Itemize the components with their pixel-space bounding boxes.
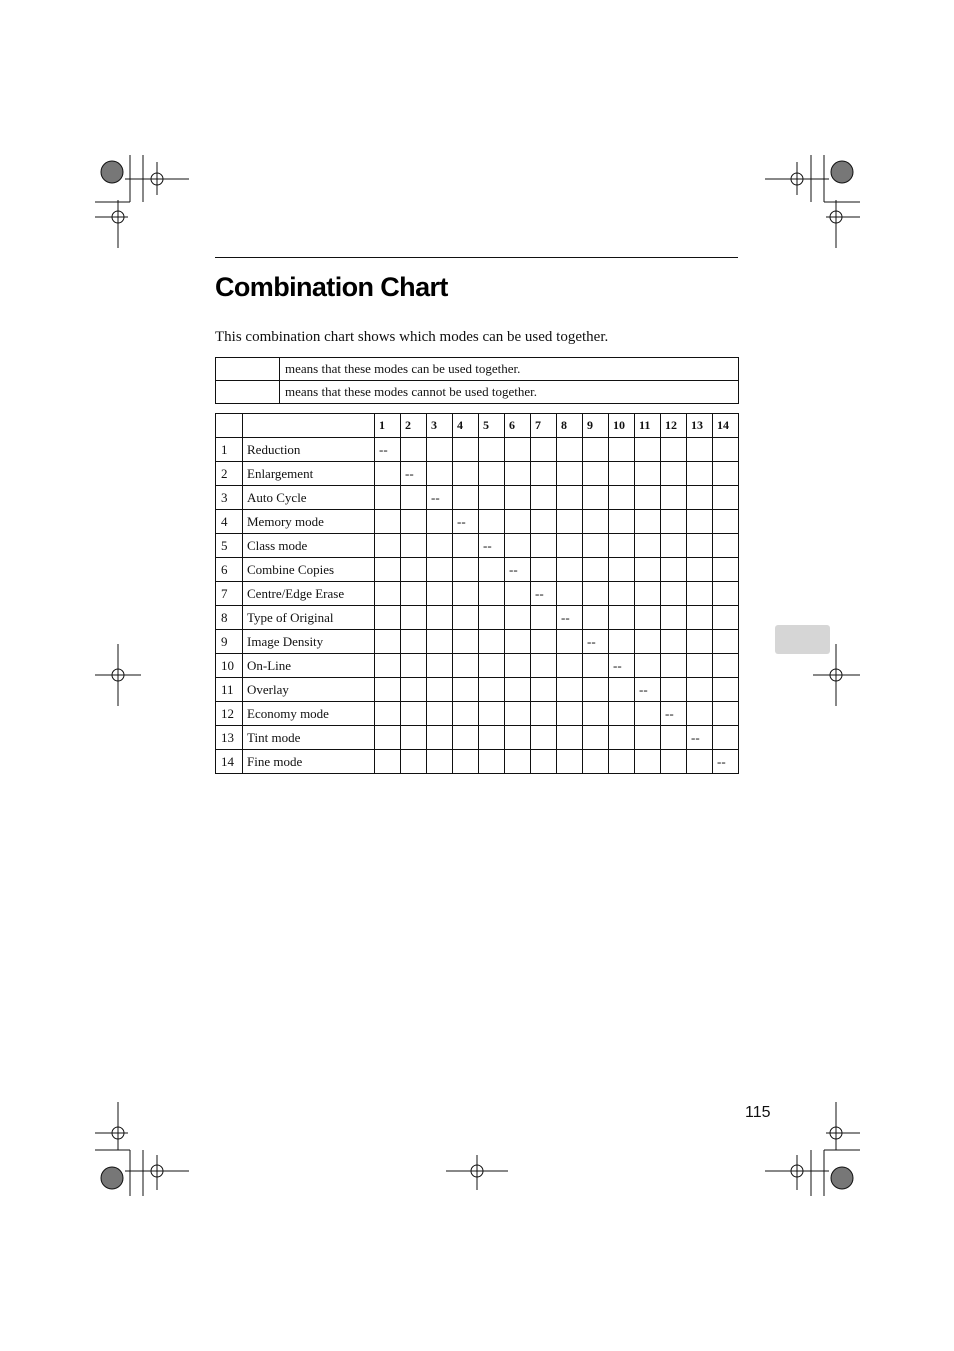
crop-mark-mid-left: [95, 644, 141, 706]
combination-cell: [531, 606, 557, 630]
combination-cell: [687, 558, 713, 582]
combination-cell: [505, 582, 531, 606]
combination-cell: [453, 462, 479, 486]
column-header: 4: [453, 414, 479, 438]
combination-cell: [375, 582, 401, 606]
combination-cell: --: [375, 438, 401, 462]
page-title: Combination Chart: [215, 272, 448, 302]
combination-cell: [635, 606, 661, 630]
combination-cell: [557, 558, 583, 582]
row-mode-name: Type of Original: [243, 606, 375, 630]
combination-cell: [557, 462, 583, 486]
combination-cell: [453, 750, 479, 774]
column-header: 14: [713, 414, 739, 438]
combination-cell: [453, 654, 479, 678]
legend-text-can: means that these modes can be used together.: [280, 358, 739, 381]
row-mode-name: Centre/Edge Erase: [243, 582, 375, 606]
combination-cell: [505, 654, 531, 678]
crop-mark-top-right: [765, 155, 860, 248]
combination-cell: [661, 582, 687, 606]
combination-cell: [687, 702, 713, 726]
combination-cell: [687, 606, 713, 630]
row-mode-name: Auto Cycle: [243, 486, 375, 510]
combination-cell: [505, 486, 531, 510]
combination-cell: [375, 678, 401, 702]
combination-cell: [375, 534, 401, 558]
row-mode-name: Memory mode: [243, 510, 375, 534]
combination-cell: [401, 702, 427, 726]
combination-cell: [479, 606, 505, 630]
combination-cell: [635, 702, 661, 726]
table-row: [216, 654, 739, 678]
combination-cell: [635, 462, 661, 486]
combination-cell: [401, 582, 427, 606]
crop-mark-bottom-right: [765, 1102, 860, 1196]
combination-cell: [661, 510, 687, 534]
combination-cell: [583, 582, 609, 606]
combination-cell: [505, 438, 531, 462]
combination-cell: [401, 678, 427, 702]
row-number: 6: [216, 558, 243, 582]
row-number: 2: [216, 462, 243, 486]
combination-cell: [479, 630, 505, 654]
combination-cell: [505, 534, 531, 558]
legend-swatch-can: [216, 358, 280, 381]
combination-cell: [479, 726, 505, 750]
combination-cell: [427, 630, 453, 654]
combination-cell: [401, 750, 427, 774]
combination-cell: [453, 486, 479, 510]
table-row: [216, 462, 739, 486]
combination-cell: [531, 654, 557, 678]
combination-cell: [375, 702, 401, 726]
combination-cell: [687, 534, 713, 558]
combination-cell: [661, 654, 687, 678]
combination-cell: [713, 486, 739, 510]
combination-cell: [687, 510, 713, 534]
combination-cell: [427, 534, 453, 558]
combination-cell: [557, 582, 583, 606]
combination-cell: [583, 558, 609, 582]
combination-cell: [375, 558, 401, 582]
column-header: 11: [635, 414, 661, 438]
combination-cell: [687, 486, 713, 510]
table-row: [216, 486, 739, 510]
combination-cell: [713, 654, 739, 678]
legend-text-cannot: means that these modes cannot be used together.: [280, 381, 739, 404]
combination-cell: [713, 558, 739, 582]
combination-cell: [531, 486, 557, 510]
combination-cell: [661, 438, 687, 462]
combination-cell: [375, 462, 401, 486]
combination-cell: [427, 582, 453, 606]
row-number: 12: [216, 702, 243, 726]
combination-cell: [479, 558, 505, 582]
combination-cell: --: [661, 702, 687, 726]
combination-cell: [453, 630, 479, 654]
combination-cell: --: [713, 750, 739, 774]
row-number: 9: [216, 630, 243, 654]
combination-cell: [583, 438, 609, 462]
combination-cell: [609, 438, 635, 462]
combination-cell: [661, 558, 687, 582]
row-mode-name: Enlargement: [243, 462, 375, 486]
combination-cell: [427, 438, 453, 462]
combination-cell: [583, 726, 609, 750]
combination-cell: [557, 654, 583, 678]
row-number: 3: [216, 486, 243, 510]
combination-cell: [505, 726, 531, 750]
combination-cell: [479, 750, 505, 774]
combination-cell: [635, 534, 661, 558]
combination-cell: [531, 438, 557, 462]
combination-cell: [687, 678, 713, 702]
combination-cell: [531, 750, 557, 774]
combination-cell: [531, 510, 557, 534]
header-corner-num: [216, 414, 243, 438]
combination-cell: [531, 534, 557, 558]
combination-cell: [609, 486, 635, 510]
combination-cell: [401, 630, 427, 654]
combination-cell: [713, 510, 739, 534]
combination-cell: [531, 678, 557, 702]
table-row: [216, 606, 739, 630]
column-header: 9: [583, 414, 609, 438]
combination-cell: [479, 654, 505, 678]
combination-cell: [713, 534, 739, 558]
row-number: 1: [216, 438, 243, 462]
combination-cell: [375, 750, 401, 774]
combination-cell: [531, 726, 557, 750]
combination-cell: [505, 678, 531, 702]
combination-cell: [661, 678, 687, 702]
row-number: 8: [216, 606, 243, 630]
combination-cell: [635, 654, 661, 678]
table-row: [216, 630, 739, 654]
row-mode-name: On-Line: [243, 654, 375, 678]
row-mode-name: Combine Copies: [243, 558, 375, 582]
page-number: 115: [745, 1104, 771, 1121]
combination-cell: [453, 678, 479, 702]
combination-cell: [609, 702, 635, 726]
table-row: [216, 558, 739, 582]
combination-cell: [609, 462, 635, 486]
combination-cell: [531, 462, 557, 486]
combination-cell: --: [687, 726, 713, 750]
combination-cell: [635, 582, 661, 606]
crop-mark-top-left: [95, 155, 189, 248]
combination-cell: [583, 654, 609, 678]
combination-cell: [661, 462, 687, 486]
combination-cell: [635, 558, 661, 582]
combination-cell: [531, 630, 557, 654]
combination-cell: [635, 438, 661, 462]
combination-cell: --: [453, 510, 479, 534]
combination-cell: [609, 750, 635, 774]
intro-text: This combination chart shows which modes can be used together.: [215, 329, 609, 345]
header-corner-name: [243, 414, 375, 438]
combination-cell: [505, 510, 531, 534]
combination-cell: [401, 534, 427, 558]
combination-cell: [713, 630, 739, 654]
combination-cell: [609, 534, 635, 558]
combination-cell: --: [609, 654, 635, 678]
table-row: [216, 534, 739, 558]
combination-cell: [453, 534, 479, 558]
combination-cell: [687, 654, 713, 678]
combination-cell: [609, 582, 635, 606]
combination-cell: [375, 606, 401, 630]
combination-cell: [505, 750, 531, 774]
combination-cell: [557, 750, 583, 774]
crop-mark-bottom-left: [95, 1102, 189, 1196]
row-number: 11: [216, 678, 243, 702]
header-rule: [215, 257, 738, 258]
combination-cell: --: [583, 630, 609, 654]
column-header: 3: [427, 414, 453, 438]
combination-cell: [401, 726, 427, 750]
table-row: [216, 750, 739, 774]
combination-cell: [635, 630, 661, 654]
combination-cell: [479, 582, 505, 606]
combination-cell: [479, 462, 505, 486]
combination-cell: [713, 582, 739, 606]
combination-cell: [687, 582, 713, 606]
combination-cell: [713, 462, 739, 486]
combination-cell: [583, 510, 609, 534]
combination-cell: [609, 558, 635, 582]
combination-cell: [479, 438, 505, 462]
table-row: [216, 702, 739, 726]
combination-cell: [375, 486, 401, 510]
combination-cell: [687, 630, 713, 654]
combination-cell: [427, 726, 453, 750]
combination-cell: [583, 750, 609, 774]
row-number: 7: [216, 582, 243, 606]
combination-cell: [557, 678, 583, 702]
column-header: 12: [661, 414, 687, 438]
row-number: 14: [216, 750, 243, 774]
combination-cell: [453, 726, 479, 750]
table-row: [216, 510, 739, 534]
crop-mark-bottom-center: [446, 1155, 508, 1190]
combination-cell: [375, 510, 401, 534]
column-header: 7: [531, 414, 557, 438]
row-mode-name: Class mode: [243, 534, 375, 558]
combination-cell: [427, 702, 453, 726]
combination-cell: [557, 534, 583, 558]
combination-cell: [375, 654, 401, 678]
combination-cell: [687, 438, 713, 462]
combination-cell: [661, 606, 687, 630]
combination-cell: [505, 630, 531, 654]
combination-cell: [453, 582, 479, 606]
combination-cell: [661, 630, 687, 654]
combination-cell: --: [635, 678, 661, 702]
combination-cell: [479, 678, 505, 702]
combination-cell: [401, 486, 427, 510]
combination-cell: [427, 654, 453, 678]
combination-cell: [583, 486, 609, 510]
row-mode-name: Tint mode: [243, 726, 375, 750]
combination-cell: [479, 702, 505, 726]
combination-cell: [609, 606, 635, 630]
combination-cell: [401, 558, 427, 582]
combination-cell: [427, 462, 453, 486]
row-mode-name: Reduction: [243, 438, 375, 462]
table-header-row: [216, 414, 739, 438]
combination-cell: [687, 462, 713, 486]
table-row: [216, 726, 739, 750]
column-header: 5: [479, 414, 505, 438]
combination-cell: [427, 510, 453, 534]
row-number: 5: [216, 534, 243, 558]
combination-cell: --: [505, 558, 531, 582]
combination-cell: [687, 750, 713, 774]
row-mode-name: Image Density: [243, 630, 375, 654]
table-row: [216, 678, 739, 702]
combination-cell: [557, 510, 583, 534]
combination-cell: [427, 678, 453, 702]
column-header: 1: [375, 414, 401, 438]
legend-row: [216, 381, 739, 404]
combination-cell: [401, 606, 427, 630]
combination-cell: --: [427, 486, 453, 510]
combination-cell: [661, 750, 687, 774]
combination-cell: [557, 726, 583, 750]
combination-cell: [635, 486, 661, 510]
combination-cell: [427, 558, 453, 582]
combination-cell: [661, 486, 687, 510]
combination-cell: [583, 678, 609, 702]
combination-cell: [583, 702, 609, 726]
legend-table: [215, 357, 739, 404]
row-mode-name: Fine mode: [243, 750, 375, 774]
combination-cell: [557, 630, 583, 654]
combination-cell: [505, 462, 531, 486]
combination-cell: --: [401, 462, 427, 486]
combination-cell: [583, 606, 609, 630]
combination-cell: [375, 630, 401, 654]
combination-cell: [479, 486, 505, 510]
combination-cell: [505, 606, 531, 630]
combination-cell: [453, 702, 479, 726]
combination-cell: [453, 438, 479, 462]
combination-cell: [609, 726, 635, 750]
legend-row: [216, 358, 739, 381]
column-header: 10: [609, 414, 635, 438]
combination-cell: [375, 726, 401, 750]
combination-cell: [713, 726, 739, 750]
combination-cell: [557, 486, 583, 510]
combination-cell: [583, 534, 609, 558]
combination-cell: [531, 702, 557, 726]
combination-cell: [453, 558, 479, 582]
combination-cell: [401, 438, 427, 462]
row-mode-name: Overlay: [243, 678, 375, 702]
combination-cell: [479, 510, 505, 534]
section-tab-marker: [775, 625, 830, 654]
combination-cell: [713, 678, 739, 702]
combination-cell: [661, 726, 687, 750]
row-number: 10: [216, 654, 243, 678]
combination-table: [215, 413, 739, 774]
column-header: 13: [687, 414, 713, 438]
column-header: 2: [401, 414, 427, 438]
combination-cell: [609, 510, 635, 534]
combination-cell: [453, 606, 479, 630]
combination-cell: --: [479, 534, 505, 558]
combination-cell: [505, 702, 531, 726]
combination-cell: [661, 534, 687, 558]
legend-swatch-cannot: [216, 381, 280, 404]
combination-cell: --: [531, 582, 557, 606]
combination-cell: [531, 558, 557, 582]
row-number: 4: [216, 510, 243, 534]
combination-cell: [557, 702, 583, 726]
combination-cell: [609, 678, 635, 702]
combination-cell: [427, 606, 453, 630]
table-row: [216, 438, 739, 462]
combination-cell: [401, 510, 427, 534]
combination-cell: [713, 606, 739, 630]
row-mode-name: Economy mode: [243, 702, 375, 726]
table-row: [216, 582, 739, 606]
row-number: 13: [216, 726, 243, 750]
combination-cell: [635, 510, 661, 534]
combination-cell: [557, 438, 583, 462]
column-header: 6: [505, 414, 531, 438]
combination-cell: [635, 750, 661, 774]
combination-cell: [713, 702, 739, 726]
column-header: 8: [557, 414, 583, 438]
combination-cell: [635, 726, 661, 750]
combination-cell: --: [557, 606, 583, 630]
combination-cell: [427, 750, 453, 774]
combination-cell: [401, 654, 427, 678]
combination-cell: [583, 462, 609, 486]
combination-cell: [609, 630, 635, 654]
combination-cell: [713, 438, 739, 462]
